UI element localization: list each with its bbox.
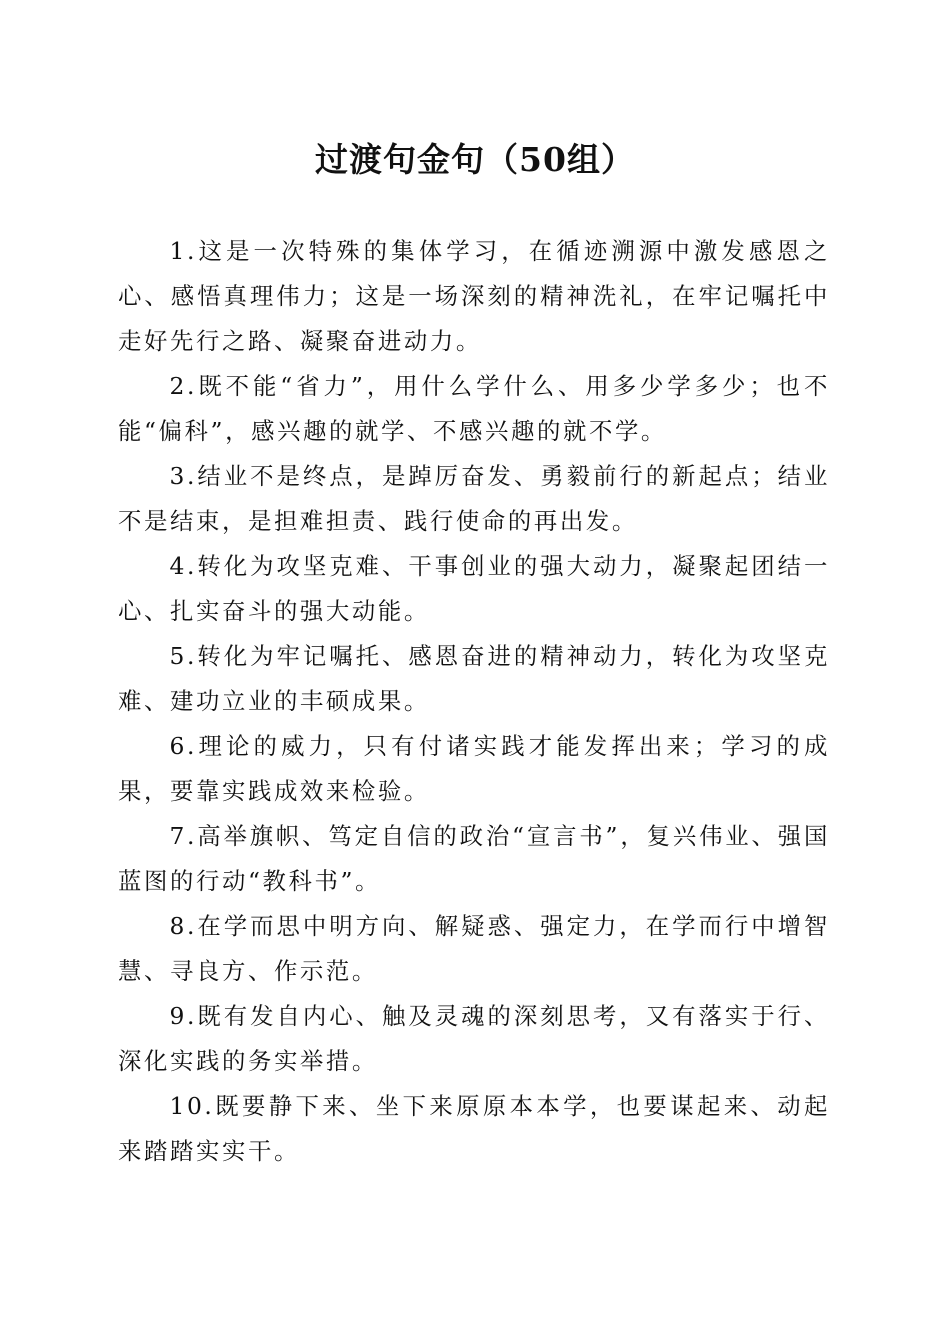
paragraph-10: 10.既要静下来、坐下来原原本本学，也要谋起来、动起来踏踏实实干。 <box>118 1092 830 1165</box>
paragraph-8: 8.在学而思中明方向、解疑惑、强定力，在学而行中增智慧、寻良方、作示范。 <box>118 912 830 985</box>
document-title: 过渡句金句（50组） <box>315 140 635 179</box>
paragraph-2: 2.既不能“省力”，用什么学什么、用多少学多少；也不能“偏科”，感兴趣的就学、不感兴趣的就不学。 <box>118 372 830 445</box>
document-body <box>118 229 830 1174</box>
paragraph-4: 4.转化为攻坚克难、干事创业的强大动力，凝聚起团结一心、扎实奋斗的强大动能。 <box>118 552 830 625</box>
paragraph-6: 6.理论的威力，只有付诸实践才能发挥出来；学习的成果，要靠实践成效来检验。 <box>118 732 830 805</box>
paragraph-5: 5.转化为牢记嘱托、感恩奋进的精神动力，转化为攻坚克难、建功立业的丰硕成果。 <box>118 642 830 715</box>
paragraph-9: 9.既有发自内心、触及灵魂的深刻思考，又有落实于行、深化实践的务实举措。 <box>118 1002 830 1075</box>
paragraph-7: 7.高举旗帜、笃定自信的政治“宣言书”，复兴伟业、强国蓝图的行动“教科书”。 <box>118 822 830 895</box>
paragraph-3: 3.结业不是终点，是踔厉奋发、勇毅前行的新起点；结业不是结束，是担难担责、践行使命的再出发。 <box>118 462 830 535</box>
paragraph-1: 1.这是一次特殊的集体学习，在循迹溯源中激发感恩之心、感悟真理伟力；这是一场深刻的精神洗礼，在牢记嘱托中走好先行之路、凝聚奋进动力。 <box>118 237 830 355</box>
